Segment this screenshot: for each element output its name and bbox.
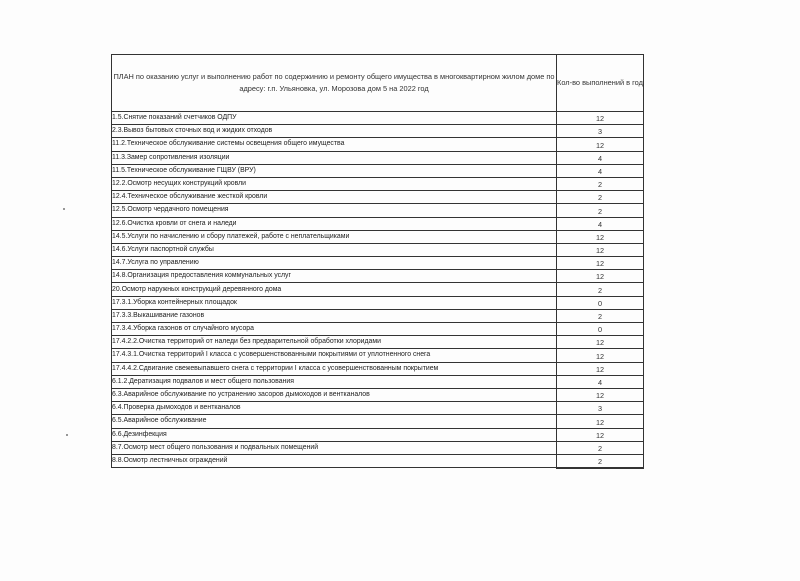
service-count: 4 — [557, 375, 644, 388]
service-name: 14.8.Организация предоставления коммунальных услуг — [112, 270, 557, 283]
service-name: 17.4.3.1.Очистка территорий I класса с усовершенствованными покрытиями от уплотненного снега — [112, 349, 557, 362]
table-body — [112, 112, 644, 468]
service-name: 8.7.Осмотр мест общего пользования и подвальных помещений — [112, 441, 557, 454]
service-name: 11.5.Техническое обслуживание ГЩВУ (ВРУ) — [112, 164, 557, 177]
service-name: 17.4.2.2.Очистка территорий от наледи без предварительной обработки хлоридами — [112, 336, 557, 349]
scan-speck — [63, 208, 65, 210]
service-name: 11.3.Замер сопротивления изоляции — [112, 151, 557, 164]
table-row — [112, 402, 644, 415]
table-row — [112, 112, 644, 125]
service-name: 12.4.Техническое обслуживание жесткой кровли — [112, 191, 557, 204]
service-count: 4 — [557, 151, 644, 164]
table-row — [112, 257, 644, 270]
service-count: 2 — [557, 191, 644, 204]
table-row — [112, 217, 644, 230]
table-row — [112, 204, 644, 217]
service-count: 3 — [557, 402, 644, 415]
service-count: 4 — [557, 164, 644, 177]
service-count: 12 — [557, 362, 644, 375]
table-row — [112, 138, 644, 151]
service-count: 12 — [557, 428, 644, 441]
service-name: 14.5.Услуги по начислению и сбору платежей, работе с неплательщиками — [112, 230, 557, 243]
count-column-header: Кол-во выполнений в год — [557, 55, 644, 112]
table-row — [112, 230, 644, 243]
table-header-row — [112, 55, 644, 112]
plan-title: ПЛАН по оказанию услуг и выполнению работ по содержинию и ремонту общего имущества в многоквартирном жилом доме по адресу: г.п. Ульяновка, ул. Морозова дом 5 на 2022 год — [112, 55, 557, 112]
table-row — [112, 191, 644, 204]
service-name: 6.6.Дезинфекция — [112, 428, 557, 441]
table-row — [112, 441, 644, 454]
service-name: 6.5.Аварийное обслуживание — [112, 415, 557, 428]
service-count: 12 — [557, 243, 644, 256]
service-name: 6.4.Проверка дымоходов и вентканалов — [112, 402, 557, 415]
table-row — [112, 164, 644, 177]
service-count: 2 — [557, 204, 644, 217]
table-row — [112, 125, 644, 138]
table-row — [112, 415, 644, 428]
service-count: 2 — [557, 454, 644, 467]
service-plan-table — [111, 54, 644, 469]
service-count: 12 — [557, 415, 644, 428]
service-name: 6.3.Аварийное обслуживание по устранению засоров дымоходов и вентканалов — [112, 388, 557, 401]
service-count: 12 — [557, 336, 644, 349]
service-name: 6.1.2.Дератизация подвалов и мест общего пользования — [112, 375, 557, 388]
table-row — [112, 243, 644, 256]
service-count: 2 — [557, 309, 644, 322]
table-row — [112, 388, 644, 401]
service-count: 3 — [557, 125, 644, 138]
service-name: 17.4.4.2.Сдвигание свежевыпавшего снега с территории I класса с усовершенствованным покрытием — [112, 362, 557, 375]
table-row — [112, 151, 644, 164]
service-count: 12 — [557, 112, 644, 125]
table-row — [112, 270, 644, 283]
table-row — [112, 309, 644, 322]
service-name: 2.3.Вывоз бытовых сточных вод и жидких отходов — [112, 125, 557, 138]
service-name: 14.6.Услуги паспортной службы — [112, 243, 557, 256]
table-row — [112, 454, 644, 467]
service-name: 12.6.Очистка кровли от снега и наледи — [112, 217, 557, 230]
table-row — [112, 375, 644, 388]
service-count: 12 — [557, 270, 644, 283]
service-name: 17.3.1.Уборка контейнерных площадок — [112, 296, 557, 309]
table-row — [112, 349, 644, 362]
service-name: 14.7.Услуга по управлению — [112, 257, 557, 270]
service-count: 0 — [557, 323, 644, 336]
service-count: 12 — [557, 388, 644, 401]
table-row — [112, 177, 644, 190]
table-row — [112, 283, 644, 296]
service-count: 2 — [557, 441, 644, 454]
service-count: 12 — [557, 349, 644, 362]
service-name: 20.Осмотр наружных конструкций деревянного дома — [112, 283, 557, 296]
service-name: 17.3.3.Выкашивание газонов — [112, 309, 557, 322]
service-count: 12 — [557, 138, 644, 151]
table-row — [112, 296, 644, 309]
service-name: 12.2.Осмотр несущих конструкций кровли — [112, 177, 557, 190]
service-count: 12 — [557, 230, 644, 243]
service-count: 2 — [557, 283, 644, 296]
service-count: 2 — [557, 177, 644, 190]
service-count: 12 — [557, 257, 644, 270]
table-row — [112, 362, 644, 375]
service-name: 12.5.Осмотр чердачного помещения — [112, 204, 557, 217]
service-name: 8.8.Осмотр лестничных ограждений — [112, 454, 557, 467]
table-row — [112, 428, 644, 441]
table-row — [112, 336, 644, 349]
service-count: 0 — [557, 296, 644, 309]
service-name: 11.2.Техническое обслуживание системы освещения общего имущества — [112, 138, 557, 151]
scan-speck — [66, 434, 68, 436]
table-row — [112, 323, 644, 336]
service-name: 1.5.Снятие показаний счетчиков ОДПУ — [112, 112, 557, 125]
service-name: 17.3.4.Уборка газонов от случайного мусора — [112, 323, 557, 336]
service-count: 4 — [557, 217, 644, 230]
